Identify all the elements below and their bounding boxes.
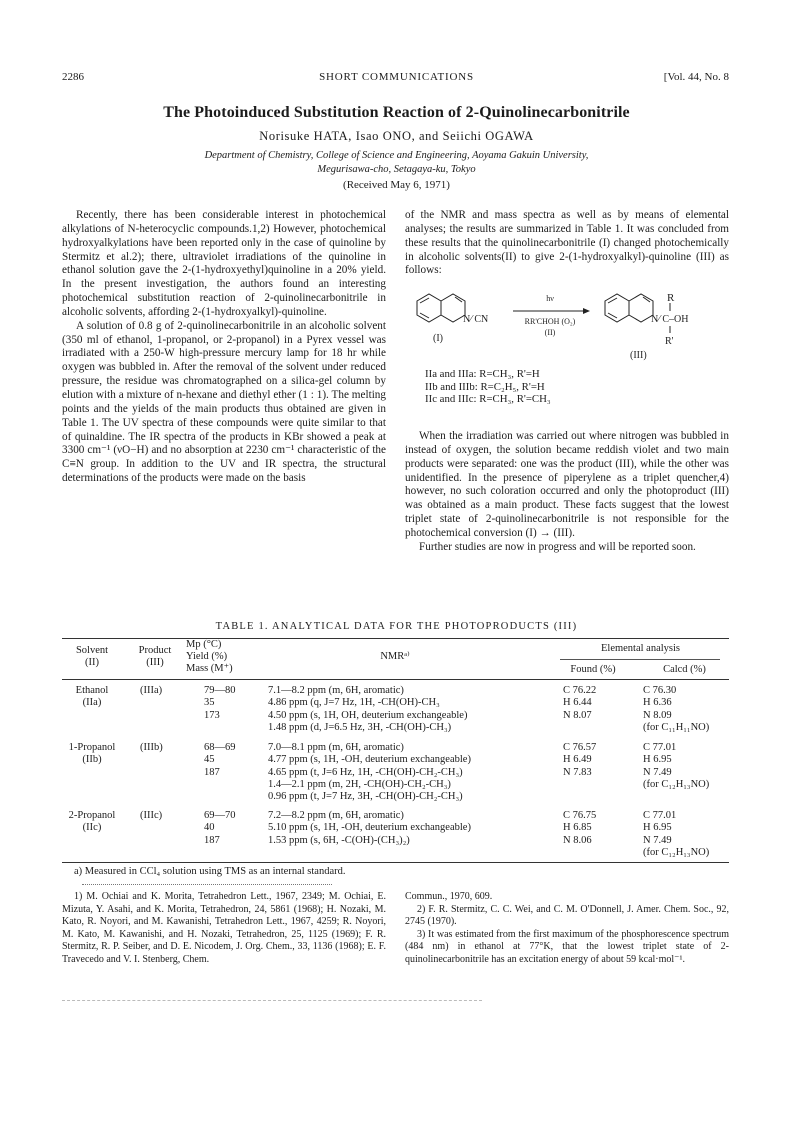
header-solvent-label: Solvent <box>75 645 109 656</box>
cell-calcd <box>643 810 709 859</box>
table-top-rule <box>62 638 729 639</box>
footnote-2: 2) F. R. Stermitz, C. C. Wei, and C. M. O'Donnell, J. Amer. Chem. Soc., 92, 2745 (1970). <box>405 903 729 928</box>
article-title: The Photoinduced Substitution Reaction of 2-Quinolinecarbonitrile <box>163 104 630 121</box>
scheme-legend <box>425 368 551 406</box>
cell-mass: 173 <box>204 709 220 721</box>
arrow-bottom-label: RR'CHOH (O₂) <box>524 317 576 326</box>
body-column-left <box>62 209 386 486</box>
page-number: 2286 <box>62 71 84 83</box>
received-date: (Received May 6, 1971) <box>343 179 450 191</box>
scheme-legend-line: IIa and IIIa: R=CH₃, R'=H <box>425 368 540 380</box>
table-header-product <box>128 645 182 669</box>
calcd-value: C 77.01 <box>643 810 677 821</box>
cell-solvent <box>62 742 122 767</box>
structure-iii-r: R <box>667 292 675 304</box>
cell-solvent-sub: (IIb) <box>82 754 102 766</box>
calcd-value: (for C₁₂H₁₃NO) <box>643 778 710 790</box>
cell-mp: 79—80 <box>204 685 236 696</box>
found-value: H 6.85 <box>563 822 592 834</box>
arrow-reagent-label: (II) <box>544 328 556 337</box>
cell-found <box>563 742 596 779</box>
cell-mp-yield-mass <box>204 810 236 847</box>
cell-yield: 40 <box>204 822 215 834</box>
cell-calcd <box>643 742 709 791</box>
cell-mp: 68—69 <box>204 742 236 753</box>
cell-mass: 187 <box>204 834 220 846</box>
table-bottom-rule <box>62 862 729 863</box>
table-footnote: a) Measured in CCl₄ solution using TMS as an internal standard. <box>74 866 346 877</box>
nmr-line: 1.53 ppm (s, 6H, -C(OH)-(CH₃)₂) <box>268 834 410 846</box>
cell-solvent-name: 1-Propanol <box>68 742 116 753</box>
reaction-arrow-head <box>583 308 590 314</box>
scheme-drawing <box>405 283 729 363</box>
body-column-right-bottom <box>405 430 729 555</box>
paragraph-results: of the NMR and mass spectra as well as by means of elemental analyses; the results are summarized in Table 1. It was concluded from these results that the quinolinecarbonitrile (I) changed photochemically in alcoholic solvents(II) to give 2-(1-hydroxyalkyl)-quinoline (III) as follows: <box>405 209 729 277</box>
quinoline-structure-i <box>417 294 465 322</box>
found-value: H 6.49 <box>563 754 592 766</box>
header-product-label: Product <box>138 645 172 656</box>
calcd-value: H 6.36 <box>643 697 672 709</box>
calcd-value: N 7.49 <box>643 766 672 778</box>
found-value: C 76.57 <box>563 742 597 753</box>
header-solvent-sub: (II) <box>85 657 99 668</box>
paragraph-procedure: A solution of 0.8 g of 2-quinolinecarbonitrile in an alcoholic solvent (350 ml of ethanol, 1-propanol, or 2-propanol) in a Pyrex vessel was irradiated with a 250-W high-pressure mercury lamp for 18 hr while oxygen was bubbled in. After the removal of the solvent under reduced pressure, the residue was chromatographed on a silica-gel column by elution with a mixture of n-hexane and diethyl ether (1 : 1). The melting points and the yields of the main products thus obtained are given in Table 1. The UV spectra of these compounds were quite similar to that of quinaldine. The IR spectra of the products in KBr showed a peak at 3300 cm⁻¹ (νO−H) and no absorption at 2230 cm⁻¹ characteristic of the C≡N group. In addition to the UV and IR spectra, the structural determinations of the products were made on the basis <box>62 319 386 485</box>
paragraph-intro: Recently, there has been considerable interest in photochemical alkylations of N-heterocyclic compounds.1,2) However, photochemical hydroxyalkylations have been reported only in the case of quinoline by Stermitz et al.2); there, ultraviolet irradiations of the quinoline in ethanol solution gave the 2-(1-hydroxyethyl)quinoline in a 20% yield. In the present investigation, the authors found an interesting photochemical substitution reaction of 2-quinolinecarbonitrile in alcoholic solvents, affording 2-(1-hydroxyalkyl)-quinoline. <box>62 209 386 318</box>
cell-nmr <box>268 685 467 734</box>
cell-mp-yield-mass <box>204 685 236 722</box>
nmr-line: 7.0—8.1 ppm (m, 6H, aromatic) <box>268 742 404 753</box>
found-value: H 6.44 <box>563 697 592 709</box>
structure-i-group: N⁄ CN <box>463 314 489 325</box>
cell-product: (IIIc) <box>140 810 163 821</box>
cell-mass: 187 <box>204 766 220 778</box>
footnote-1: 1) M. Ochiai and K. Morita, Tetrahedron Lett., 1967, 2349; M. Ochiai, E. Mizuta, Y. Asahi, and K. Morita, Tetrahedron, 24, 5861 (1968); H. Nozaki, M. Kato, R. Noyori, and M. Kawanishi, Tetrahedron Lett., 1967, 4259; R. Noyori, M. Kato, M. Kawanishi, and H. Nozaki, Tetrahedron, 25, 1125 (1969); F. R. Stermitz, R. P. Seiber, and D. E. Nicodem, J. Org. Chem., 33, 1136 (1968); E. F. Travecedo and V. I. Stenberg, Chem. <box>62 891 386 965</box>
calcd-value: N 8.09 <box>643 709 672 721</box>
structure-iii-rprime: R' <box>665 336 674 347</box>
cell-found <box>563 685 596 722</box>
found-value: N 8.06 <box>563 834 592 846</box>
nmr-line: 1.4—2.1 ppm (m, 2H, -CH(OH)-CH₂-CH₃) <box>268 778 451 790</box>
calcd-value: H 6.95 <box>643 822 672 834</box>
nmr-line: 4.65 ppm (t, J=6 Hz, 1H, -CH(OH)-CH₂-CH₃) <box>268 766 463 778</box>
nmr-line: 4.77 ppm (s, 1H, -OH, deuterium exchangeable) <box>268 754 471 766</box>
nmr-line: 1.48 ppm (d, J=6.5 Hz, 3H, -CH(OH)-CH₃) <box>268 721 452 733</box>
footnotes-right <box>405 891 729 967</box>
cell-mp-yield-mass <box>204 742 236 779</box>
table-header-found: Found (%) <box>570 664 616 675</box>
paragraph-nitrogen: When the irradiation was carried out where nitrogen was bubbled in instead of oxygen, the solution became reddish violet and two main products were separated: one was the product (III), while the other was unidentified. In the presence of piperylene as a triplet quencher,4) however, no such coloration occurred and only the photoproduct (III) was obtained as a main product. These facts suggest that the lowest triplet state of 2-quinolinecarbonitrile is not responsible for the photochemical conversion (I) → (III). <box>405 430 729 539</box>
cell-found <box>563 810 596 847</box>
table-title: TABLE 1. ANALYTICAL DATA FOR THE PHOTOPRODUCTS (III) <box>215 621 578 632</box>
table-header-nmr: NMRᵃ⁾ <box>380 651 410 662</box>
header-mp: Mp (°C) <box>186 639 222 650</box>
footnote-1-cont: Commun., 1970, 609. <box>405 891 493 902</box>
table-header-calcd: Calcd (%) <box>663 664 706 675</box>
calcd-value: H 6.95 <box>643 754 672 766</box>
cell-mp: 69—70 <box>204 810 236 821</box>
reaction-scheme <box>405 283 729 406</box>
nmr-line: 0.96 ppm (t, J=7 Hz, 3H, -CH(OH)-CH₂-CH₃) <box>268 791 463 803</box>
cell-yield: 45 <box>204 754 215 766</box>
nmr-line: 7.2—8.2 ppm (m, 6H, aromatic) <box>268 810 404 821</box>
cell-calcd <box>643 685 709 734</box>
body-column-right-top <box>405 209 729 278</box>
footnote-separator <box>82 884 332 885</box>
table-header-rule <box>62 679 729 680</box>
table-header-elemental: Elemental analysis <box>600 643 681 654</box>
scheme-legend-line: IIb and IIIb: R=C₂H₅, R'=H <box>425 380 545 393</box>
header-yield: Yield (%) <box>186 651 228 662</box>
table-header-solvent <box>62 645 122 669</box>
scheme-legend-line: IIc and IIIc: R=CH₃, R'=CH₃ <box>425 393 551 406</box>
header-mass: Mass (M⁺) <box>186 663 233 674</box>
cell-nmr <box>268 810 471 847</box>
cell-product: (IIIb) <box>140 742 163 753</box>
found-value: C 76.22 <box>563 685 597 696</box>
found-value: C 76.75 <box>563 810 597 821</box>
footnote-3: 3) It was estimated from the first maximum of the phosphorescence spectrum (484 nm) in ethanol at 77°K, that the lowest triplet state of 2-quinolinecarbonitrile has an excitation energy of about 59 kcal·mol⁻¹. <box>405 928 729 965</box>
affiliation-line-1: Department of Chemistry, College of Science and Engineering, Aoyama Gakuin University, <box>204 150 589 161</box>
cell-solvent-name: Ethanol <box>75 685 109 696</box>
cell-solvent-name: 2-Propanol <box>68 810 116 821</box>
bottom-faint-rule <box>62 1000 482 1001</box>
found-value: N 7.83 <box>563 766 592 778</box>
nmr-line: 4.86 ppm (q, J=7 Hz, 1H, -CH(OH)-CH₃ <box>268 697 440 709</box>
cell-solvent-sub: (IIa) <box>82 697 102 709</box>
authors: Norisuke HATA, Isao ONO, and Seiichi OGAWA <box>259 129 534 143</box>
cell-solvent <box>62 810 122 835</box>
table-elemental-subrule <box>560 659 720 660</box>
calcd-value: (for C₁₁H₁₁NO) <box>643 721 710 733</box>
header-product-sub: (III) <box>146 657 164 668</box>
structure-iii-label: (III) <box>630 350 647 361</box>
nmr-line: 7.1—8.2 ppm (m, 6H, aromatic) <box>268 685 404 696</box>
calcd-value: N 7.49 <box>643 834 672 846</box>
cell-solvent-sub: (IIc) <box>82 822 102 834</box>
running-title: SHORT COMMUNICATIONS <box>319 71 474 83</box>
arrow-top-label: hν <box>546 294 554 303</box>
found-value: N 8.07 <box>563 709 592 721</box>
calcd-value: (for C₁₂H₁₃NO) <box>643 846 710 858</box>
structure-iii-group: N⁄ C–OH <box>651 314 689 325</box>
cell-yield: 35 <box>204 697 215 709</box>
nmr-line: 4.50 ppm (s, 1H, OH, deuterium exchangeable) <box>268 709 468 721</box>
structure-i-label: (I) <box>433 333 443 344</box>
footnotes-left <box>62 891 386 967</box>
calcd-value: C 77.01 <box>643 742 677 753</box>
cell-product: (IIIa) <box>140 685 163 696</box>
volume-info: [Vol. 44, No. 8 <box>663 71 729 83</box>
cell-solvent <box>62 685 122 710</box>
paragraph-further-studies: Further studies are now in progress and will be reported soon. <box>419 540 696 553</box>
nmr-line: 5.10 ppm (s, 1H, -OH, deuterium exchangeable) <box>268 822 471 834</box>
table-header-mp-yield-mass <box>186 639 262 675</box>
cell-nmr <box>268 742 471 803</box>
affiliation-line-2: Megurisawa-cho, Setagaya-ku, Tokyo <box>317 164 476 175</box>
calcd-value: C 76.30 <box>643 685 677 696</box>
